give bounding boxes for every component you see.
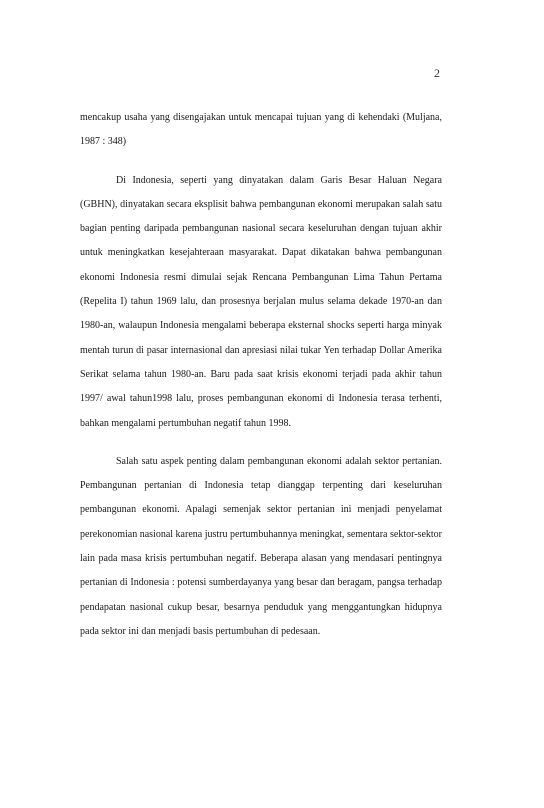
page-number: 2: [434, 66, 440, 80]
paragraph-agriculture: Salah satu aspek penting dalam pembangunan ekonomi adalah sektor pertanian. Pembangunan pertanian di Indonesia tetap dianggap terpenting dari keseluruhan pembangunan ekonomi. Apalagi semenjak sektor pertanian ini menjadi penyelamat perekonomian nasional karena justru pertumbuhannya meningkat, sementara sektor-sektor lain pada masa krisis pertumbuhan negatif. Beberapa alasan yang mendasari pentingnya pertanian di Indonesia : potensi sumberdayanya yang besar dan beragam, pangsa terhadap pendapatan nasional cukup besar, besarnya penduduk yang menggantungkan hidupnya pada sektor ini dan menjadi basis pertumbuhan di pedesaan.: [80, 455, 442, 637]
body-text: [80, 106, 442, 644]
paragraph-continuation: mencakup usaha yang disengajakan untuk mencapai tujuan yang di kehendaki (Muljana, 1987 : 348): [80, 112, 442, 148]
paragraph-gbhn: Di Indonesia, seperti yang dinyatakan dalam Garis Besar Haluan Negara (GBHN), dinyatakan secara eksplisit bahwa pembangunan ekonomi merupakan salah satu bagian penting daripada pembangunan nasional secara keseluruhan dengan tujuan akhir untuk meningkatkan kesejahteraan masyarakat. Dapat dikatakan bahwa pembangunan ekonomi Indonesia resmi dimulai sejak Rencana Pembangunan Lima Tahun Pertama (Repelita I) tahun 1969 lalu, dan prosesnya berjalan mulus selama dekade 1970-an dan 1980-an, walaupun Indonesia mengalami beberapa eksternal shocks seperti harga minyak mentah turun di pasar internasional dan apresiasi nilai tukar Yen terhadap Dollar Amerika Serikat selama tahun 1980-an. Baru pada saat krisis ekonomi terjadi pada akhir tahun 1997/ awal tahun1998 lalu, proses pembangunan ekonomi di Indonesia terasa terhenti, bahkan mengalami pertumbuhan negatif tahun 1998.: [80, 174, 442, 429]
